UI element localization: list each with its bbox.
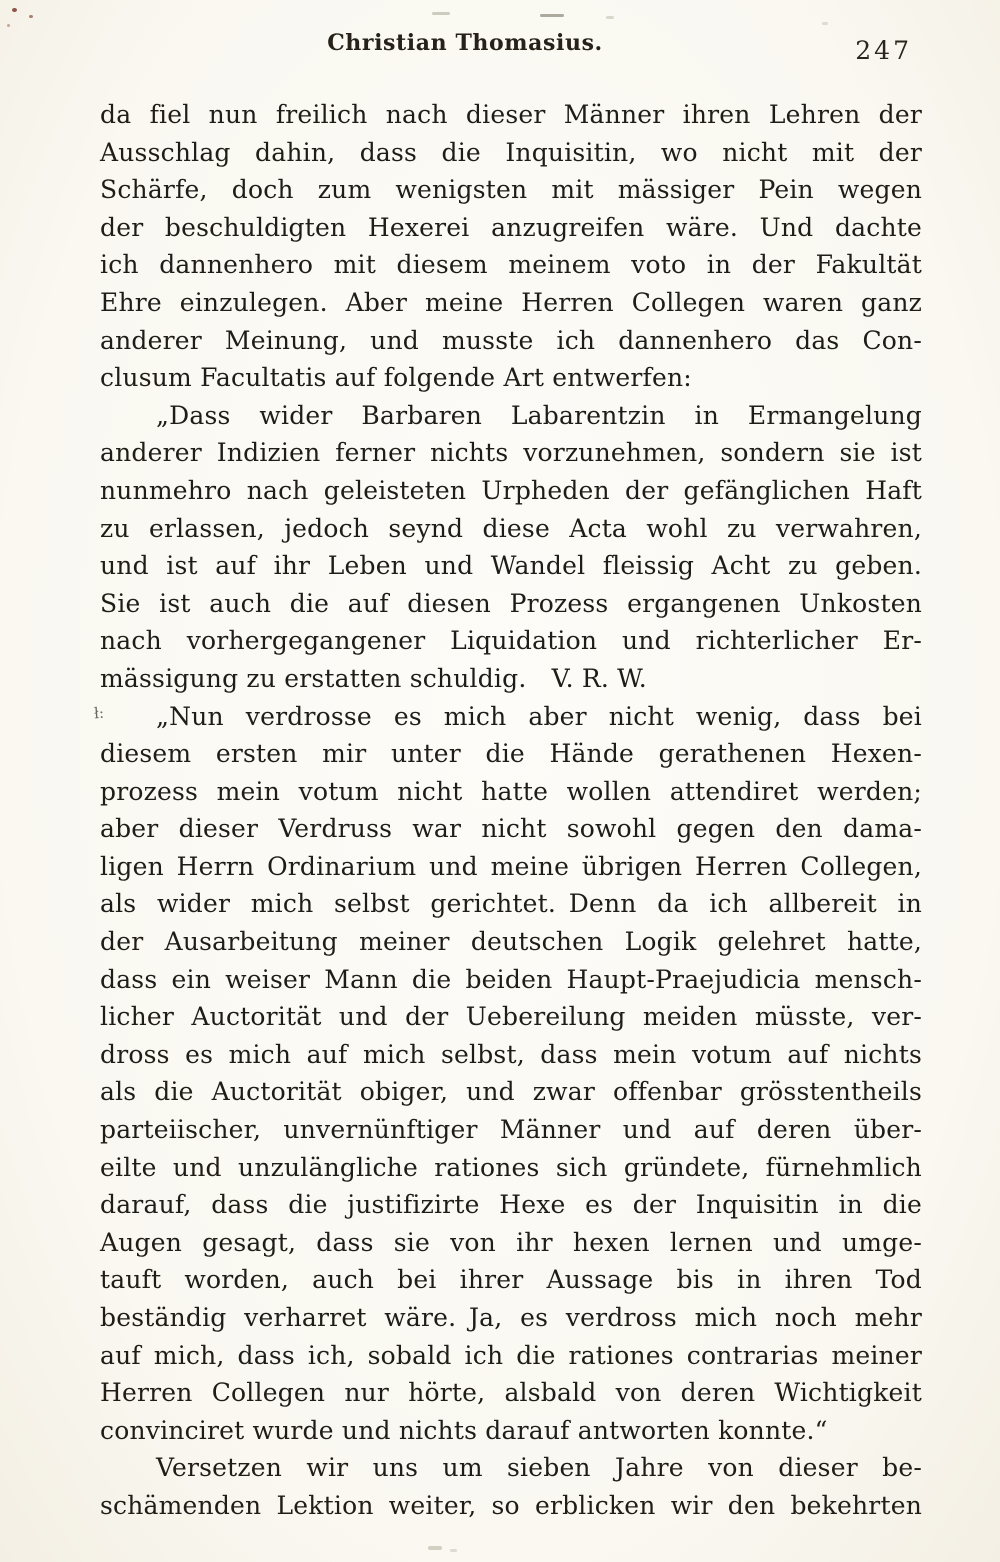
page-body	[100, 96, 922, 1525]
scan-smudge	[540, 14, 564, 17]
text-line: der beschuldigten Hexerei anzugreifen wäre. Und dachte	[100, 212, 922, 242]
paragraph	[100, 1449, 922, 1524]
text-line: parteiischer, unvernünftiger Männer und auf deren über-	[100, 1115, 922, 1145]
text-line: als die Auctorität obiger, und zwar offenbar grösstentheils	[100, 1077, 922, 1107]
text-line: convinciret wurde und nichts darauf antworten konnte.“	[100, 1415, 828, 1445]
paragraph	[100, 397, 922, 698]
text-line: Schärfe, doch zum wenigsten mit mässiger Pein wegen	[100, 175, 922, 205]
text-line: dass ein weiser Mann die beiden Haupt-Praejudicia mensch-	[100, 964, 922, 994]
text-line: eilte und unzulängliche rationes sich gründete, fürnehmlich	[100, 1152, 922, 1182]
text-line: clusum Facultatis auf folgende Art entwerfen:	[100, 363, 692, 393]
text-line: tauft worden, auch bei ihrer Aussage bis in ihren Tod	[100, 1265, 922, 1295]
text-line: Sie ist auch die auf diesen Prozess ergangenen Unkosten	[100, 588, 922, 618]
scan-smudge	[432, 12, 450, 15]
text-line: Versetzen wir uns um sieben Jahre von dieser be-	[156, 1453, 922, 1483]
text-line: da fiel nun freilich nach dieser Männer ihren Lehren der	[100, 100, 922, 129]
text-line: „Nun verdrosse es mich aber nicht wenig, dass bei	[156, 701, 922, 731]
page-number: 247	[855, 36, 912, 65]
text-line: nach vorhergegangener Liquidation und richterlicher Er-	[100, 626, 922, 656]
text-line: prozess mein votum nicht hatte wollen attendiret werden;	[100, 776, 922, 806]
text-line: ligen Herrn Ordinarium und meine übrigen Herren Collegen,	[100, 851, 922, 881]
text-line: anderer Indizien ferner nichts vorzunehmen, sondern sie ist	[100, 438, 922, 468]
text-line: licher Auctorität und der Uebereilung meiden müsste, ver-	[100, 1002, 922, 1032]
scan-smudge	[822, 22, 828, 25]
text-line: Augen gesagt, dass sie von ihr hexen lernen und umge-	[100, 1227, 922, 1257]
scan-smudge	[450, 1549, 457, 1552]
ink-speck	[12, 8, 17, 12]
text-line: der Ausarbeitung meiner deutschen Logik gelehret hatte,	[100, 927, 922, 957]
scan-smudge	[428, 1546, 442, 1550]
paragraph	[100, 698, 922, 1450]
text-line: mässigung zu erstatten schuldig. V. R. W.	[100, 663, 647, 693]
text-line: zu erlassen, jedoch seynd diese Acta wohl zu verwahren,	[100, 513, 922, 543]
running-title: Christian Thomasius.	[327, 30, 603, 56]
page-header	[0, 30, 1000, 70]
text-line: dross es mich auf mich selbst, dass mein votum auf nichts	[100, 1039, 922, 1069]
text-line: und ist auf ihr Leben und Wandel fleissig Acht zu geben.	[100, 551, 922, 581]
text-line: anderer Meinung, und musste ich dannenhero das Con-	[100, 325, 922, 355]
text-line: Ausschlag dahin, dass die Inquisitin, wo nicht mit der	[100, 137, 922, 167]
text-line: ich dannenhero mit diesem meinem voto in der Fakultät	[100, 250, 922, 280]
text-line: auf mich, dass ich, sobald ich die rationes contrarias meiner	[100, 1340, 922, 1370]
text-line: darauf, dass die justifizirte Hexe es der Inquisitin in die	[100, 1190, 922, 1220]
text-line: „Dass wider Barbaren Labarentzin in Ermangelung	[156, 400, 922, 430]
scan-smudge	[606, 16, 614, 19]
text-line: beständig verharret wäre. Ja, es verdross mich noch mehr	[100, 1303, 922, 1332]
margin-annotation: ł:	[93, 703, 105, 723]
text-line: diesem ersten mir unter die Hände gerathenen Hexen-	[100, 739, 922, 769]
ink-speck	[7, 24, 10, 27]
text-line: Herren Collegen nur hörte, alsbald von deren Wichtigkeit	[100, 1378, 922, 1408]
text-line: als wider mich selbst gerichtet. Denn da ich allbereit in	[100, 889, 922, 919]
ink-speck	[29, 15, 33, 18]
text-line: schämenden Lektion weiter, so erblicken wir den bekehrten	[100, 1490, 922, 1520]
text-line: nunmehro nach geleisteten Urpheden der gefänglichen Haft	[100, 475, 922, 505]
paragraph	[100, 96, 922, 397]
text-line: Ehre einzulegen. Aber meine Herren Collegen waren ganz	[100, 287, 922, 317]
text-line: aber dieser Verdruss war nicht sowohl gegen den dama-	[100, 814, 922, 844]
